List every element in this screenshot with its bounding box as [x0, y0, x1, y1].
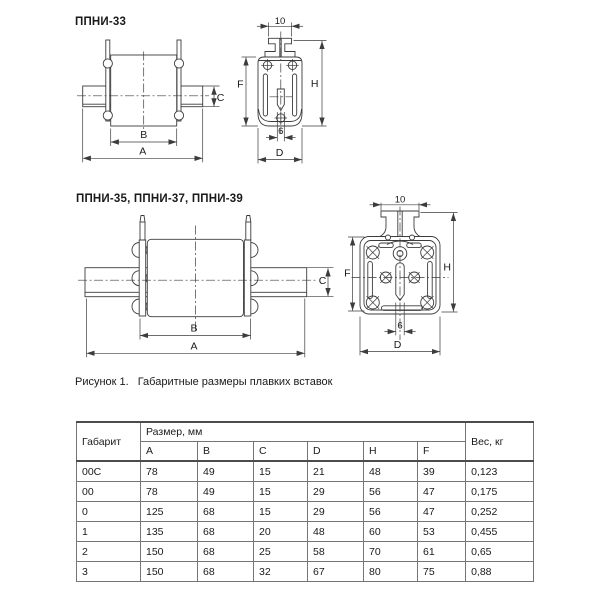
cell-b: 68: [198, 562, 254, 582]
cell-c: 20: [254, 522, 308, 542]
cell-h: 48: [364, 461, 418, 482]
cell-f: 47: [418, 482, 466, 502]
cell-gabarit: 00: [77, 482, 141, 502]
cell-h: 56: [364, 502, 418, 522]
cell-weight: 0,455: [466, 522, 534, 542]
cell-gabarit: 2: [77, 542, 141, 562]
cell-gabarit: 1: [77, 522, 141, 542]
cell-weight: 0,88: [466, 562, 534, 582]
cell-c: 15: [254, 482, 308, 502]
cell-gabarit: 3: [77, 562, 141, 582]
cell-c: 15: [254, 461, 308, 482]
clamp-ear: [103, 111, 112, 120]
figure-caption-text: Габаритные размеры плавких вставок: [137, 376, 333, 388]
cell-d: 29: [308, 482, 364, 502]
col-header-d: D: [308, 442, 364, 462]
cell-weight: 0,252: [466, 502, 534, 522]
dimension-f: [237, 57, 258, 126]
cell-a: 135: [141, 522, 198, 542]
knife-contact: [139, 240, 146, 316]
cell-gabarit: 0: [77, 502, 141, 522]
table-row: [77, 461, 534, 482]
col-header-f: F: [418, 442, 466, 462]
dimension-c: [203, 86, 225, 107]
cell-d: 29: [308, 502, 364, 522]
dim-label-a: A: [139, 145, 147, 158]
cell-d: 58: [308, 542, 364, 562]
table-row: [77, 482, 534, 502]
cell-b: 68: [198, 502, 254, 522]
col-header-a: A: [141, 442, 198, 462]
cell-h: 80: [364, 562, 418, 582]
dim-label-b: B: [140, 129, 148, 142]
blade-terminal: [177, 40, 181, 121]
cell-a: 150: [141, 562, 198, 582]
dimension-b: [111, 129, 177, 147]
dim-label-f: F: [344, 267, 351, 280]
table-row: [77, 502, 534, 522]
grip-lug: [246, 216, 251, 241]
dimension-c: [307, 268, 333, 297]
cell-b: 68: [198, 542, 254, 562]
cell-h: 70: [364, 542, 418, 562]
col-header-h: H: [364, 442, 418, 462]
dim-label-6: 6: [278, 126, 284, 138]
cell-f: 39: [418, 461, 466, 482]
cell-f: 47: [418, 502, 466, 522]
cell-b: 68: [198, 522, 254, 542]
table-row: [77, 562, 534, 582]
cell-d: 48: [308, 522, 364, 542]
cell-f: 61: [418, 542, 466, 562]
cell-weight: 0,65: [466, 542, 534, 562]
cell-f: 53: [418, 522, 466, 542]
table-row: [77, 542, 534, 562]
grip-lug: [140, 216, 145, 241]
dim-label-c: C: [216, 91, 225, 104]
cell-weight: 0,175: [466, 482, 534, 502]
dimension-b: [140, 319, 251, 340]
ppni35-front-view: [78, 216, 334, 358]
clamp-ear: [174, 111, 183, 120]
dim-label-10: 10: [274, 15, 286, 27]
cell-f: 75: [418, 562, 466, 582]
figure2-title: ППНИ-35, ППНИ-37, ППНИ-39: [76, 193, 243, 205]
cell-a: 78: [141, 461, 198, 482]
dim-label-f: F: [237, 78, 244, 91]
cell-b: 49: [198, 482, 254, 502]
dimension-10: [257, 16, 303, 37]
blade-terminal: [106, 40, 110, 121]
col-header-size: Размер, мм: [141, 422, 466, 442]
dim-label-d: D: [275, 146, 284, 159]
dim-label-6: 6: [397, 320, 403, 332]
cell-a: 125: [141, 502, 198, 522]
dimensions-table: [76, 421, 534, 582]
dim-label-b: B: [190, 322, 198, 335]
clamp-ear: [103, 59, 112, 68]
ppni35-side-view: [344, 194, 458, 355]
cell-gabarit: 00C: [77, 461, 141, 482]
figure1-title: ППНИ-33: [75, 16, 127, 28]
figure-caption: [75, 376, 332, 388]
table-row: [77, 522, 534, 542]
cell-b: 49: [198, 461, 254, 482]
figure-caption-number: Рисунок 1.: [75, 376, 129, 388]
knife-contact: [244, 240, 251, 316]
cell-c: 32: [254, 562, 308, 582]
cell-d: 21: [308, 461, 364, 482]
clamp-ear: [174, 59, 183, 68]
cell-c: 25: [254, 542, 308, 562]
col-header-gabarit: Габарит: [77, 422, 141, 461]
dim-label-h: H: [310, 77, 319, 90]
col-header-b: B: [198, 442, 254, 462]
dim-label-a: A: [190, 340, 198, 353]
dim-label-10: 10: [394, 194, 406, 206]
ppni33-side-view: [237, 16, 326, 164]
cell-a: 78: [141, 482, 198, 502]
cell-h: 56: [364, 482, 418, 502]
col-header-c: C: [254, 442, 308, 462]
dim-label-d: D: [393, 339, 402, 351]
cell-h: 60: [364, 522, 418, 542]
cell-d: 67: [308, 562, 364, 582]
cell-c: 15: [254, 502, 308, 522]
cell-a: 150: [141, 542, 198, 562]
col-header-weight: Вес, кг: [466, 422, 534, 461]
ppni33-front-view: [77, 40, 225, 162]
cell-weight: 0,123: [466, 461, 534, 482]
dim-label-c: C: [318, 275, 327, 287]
dim-label-h: H: [443, 261, 451, 274]
